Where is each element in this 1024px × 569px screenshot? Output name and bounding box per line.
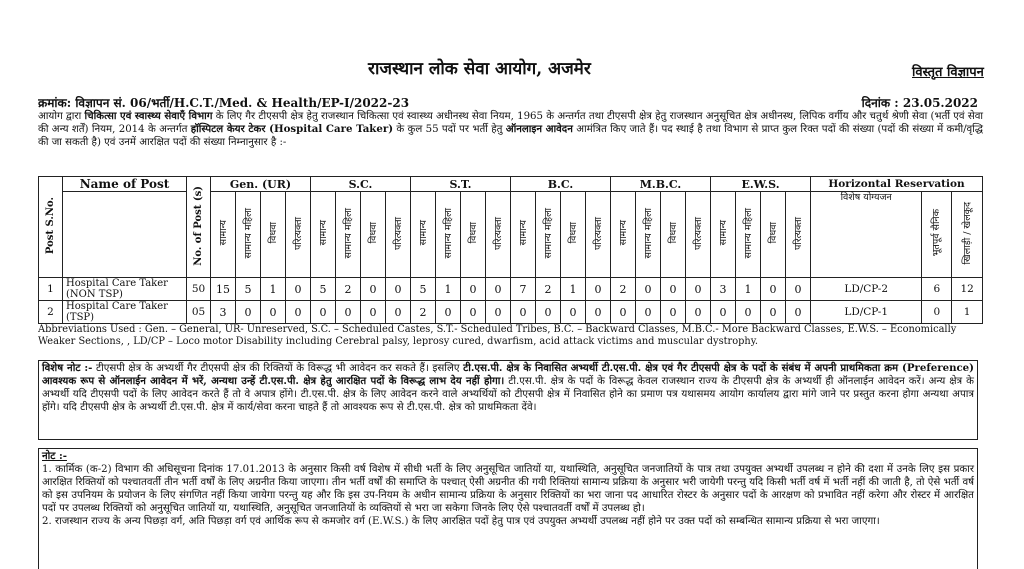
subcolumn-header: परित्यक्ता bbox=[392, 216, 404, 250]
reference-code: H.C.T./Med. & Health/EP-I/2022-23 bbox=[173, 96, 410, 110]
row-category-value: 2 bbox=[336, 278, 361, 301]
reference-label: क्रमांक: विज्ञापन सं. 06/भर्ती/ bbox=[38, 96, 174, 110]
subcolumn-header: परित्यक्ता bbox=[492, 216, 504, 250]
department-name: चिकित्सा एवं स्वास्थ्य सेवाएँ विभाग bbox=[84, 110, 213, 122]
row-category-value: 0 bbox=[661, 301, 686, 324]
row-total-posts: 05 bbox=[187, 301, 211, 324]
row-category-value: 0 bbox=[586, 301, 611, 324]
row-sportspersons: 12 bbox=[952, 278, 983, 301]
subcolumn-header: सामान्य महिला bbox=[542, 207, 554, 259]
subcolumn-header: सामान्य bbox=[217, 220, 229, 246]
row-category-value: 0 bbox=[486, 278, 511, 301]
row-category-value: 7 bbox=[511, 278, 536, 301]
subcolumn-header: सामान्य bbox=[717, 220, 729, 246]
row-category-value: 0 bbox=[711, 301, 736, 324]
note-item: 2. राजस्थान राज्य के अन्य पिछड़ा वर्ग, अति पिछड़ा वर्ग एवं आर्थिक रूप से कमजोर वर्ग (E.W.S.) के लिए आरक्षित पदों हेतु पात्र एवं उपयुक्त अभ्यर्थी उपलब्ध नहीं होने पर उक्त पदों को सम्बन्धित सामान्य प्रक्रिया से भरा जाएगा। bbox=[42, 516, 880, 527]
row-category-value: 0 bbox=[311, 301, 336, 324]
subcolumn-header: विधवा bbox=[267, 222, 279, 244]
row-category-value: 0 bbox=[361, 278, 386, 301]
header-sportspersons: खिलाड़ी / खेलकूद bbox=[961, 201, 973, 265]
row-category-value: 0 bbox=[736, 301, 761, 324]
document-type-tag: विस्तृत विज्ञापन bbox=[912, 65, 984, 80]
subcolumn-header: परित्यक्ता bbox=[292, 216, 304, 250]
subcolumn-header: सामान्य bbox=[617, 220, 629, 246]
row-post-name: Hospital Care Taker (NON TSP) bbox=[63, 278, 187, 301]
vacancy-table bbox=[38, 176, 983, 324]
row-category-value: 0 bbox=[761, 301, 786, 324]
row-category-value: 3 bbox=[711, 278, 736, 301]
row-ld-cp: LD/CP-2 bbox=[811, 278, 922, 301]
subcolumn-header: परित्यक्ता bbox=[792, 216, 804, 250]
header-category: B.C. bbox=[511, 177, 611, 192]
row-category-value: 0 bbox=[561, 301, 586, 324]
row-category-value: 0 bbox=[336, 301, 361, 324]
subcolumn-header: सामान्य bbox=[517, 220, 529, 246]
special-note-box: विशेष नोट :- टीएसपी क्षेत्र के अभ्यर्थी गैर टीएसपी क्षेत्र की रिक्तियों के विरूद्ध भी आवेदन कर सकते हैं। इसलिए टी.एस.पी. क्षेत्र के निवासित अभ्यर्थी टी.एस.पी. क्षेत्र एवं गैर टीएसपी क्षेत्र के पदों के संबंध में अपनी प्राथमिकता क्रम (Preference) आवश्यक रूप से ऑनलाईन आवेदन में भरें, अन्यथा उन्हें टी.एस.पी. क्षेत्र हेतु आरक्षित पदों के विरूद्ध लाभ देय नहीं होगा। टी.एस.पी. क्षेत्र के पदों के विरूद्ध केवल राजस्थान राज्य के टीएसपी क्षेत्र के अभ्यर्थी ही ऑनलाईन आवेदन करें। अन्य क्षेत्र के अभ्यर्थी यदि टीएसपी पदों के लिए आवेदन करते हैं तो वे अपात्र होंगे। टी.एस.पी. क्षेत्र के लिए आवेदन करने वाले अभ्यर्थियों को टीएसपी क्षेत्र में निवासित होने का प्रमाण पत्र यथासमय आयोग कार्यालय द्वारा मांगे जाने पर प्रस्तुत करना होगा अन्यथा अपात्र होंगे। यदि टीएसपी क्षेत्र के अभ्यर्थी टी.एस.पी. क्षेत्र में कार्य/सेवा करना चाहते हैं तो आवश्यक रूप से टी.एस.पी. क्षेत्र को प्राथमिकता देंवे। bbox=[38, 360, 978, 440]
row-category-value: 0 bbox=[461, 301, 486, 324]
row-category-value: 0 bbox=[436, 301, 461, 324]
header-category: M.B.C. bbox=[611, 177, 711, 192]
row-category-value: 0 bbox=[261, 301, 286, 324]
row-post-name: Hospital Care Taker (TSP) bbox=[63, 301, 187, 324]
advertisement-document bbox=[38, 0, 988, 569]
subcolumn-header: सामान्य महिला bbox=[642, 207, 654, 259]
row-category-value: 0 bbox=[361, 301, 386, 324]
row-category-value: 0 bbox=[786, 301, 811, 324]
abbreviations-note: Abbreviations Used : Gen. – General, UR- Unreserved, S.C. – Scheduled Castes, S.T.- Scheduled Tribes, B.C. – Backward Classes, M.B.C.- More Backward Classes, E.W.S. – Economically Weaker Sections, , LD/CP – Loco motor Disability including Cerebral palsy, leprosy cured, dwarfism, acid attack victims and muscular dystrophy. bbox=[38, 324, 957, 347]
notes-label: नोट :- bbox=[42, 450, 67, 462]
row-category-value: 15 bbox=[211, 278, 236, 301]
note-item: 1. कार्मिक (क-2) विभाग की अधिसूचना दिनांक 17.01.2013 के अनुसार किसी वर्ष विशेष में सीधी भर्ती के लिए अनुसूचित जातियों या, यथास्थिति, अनुसूचित जनजातियों के पात्र तथा उपयुक्त अभ्यर्थी उपलब्ध न होने की दशा में उनके लिए इस प्रकार आरक्षित रिक्तियों को पश्चातवर्ती तीन भर्ती वर्षों के लिए अग्रनीत किया जाएगा। तीन भर्ती वर्षों की समाप्ति के पश्चात् ऐसी अग्रनीत की गयी रिक्तियां सामान्य प्रक्रिया के अनुसार भरी जायेगी परन्तु यदि किसी भर्ती वर्ष में भर्ती नहीं की जाती है, तो ऐसे भर्ती वर्ष को इस उपनियम के प्रयोजन के लिए संगणित नहीं किया जायेगा परन्तु यह और कि इस उप-नियम के अधीन सामान्य प्रक्रिया के अनुसार रिक्तियों का भरा जाना पद आधारित रोस्टर के अनुसार पदों के आरक्षण को प्रभावित नहीं करेगा और रोस्टर में आरक्षित पदों पर उपलब्ध रिक्तियों को अनुसूचित जातियों या, यथास्थिति, अनुसूचित जनजातियों के व्यक्तियों से भरा जा सकेगा जिनके लिए ऐसे पश्चातवर्ती वर्षों में उपलब्ध हो। bbox=[42, 464, 974, 514]
header-category: S.T. bbox=[411, 177, 511, 192]
subcolumn-header: सामान्य महिला bbox=[342, 207, 354, 259]
header-special-abled: विशेष योग्यजन bbox=[811, 192, 922, 278]
reference-line bbox=[38, 94, 978, 111]
row-category-value: 0 bbox=[786, 278, 811, 301]
subcolumn-header: विधवा bbox=[467, 222, 479, 244]
notes-box bbox=[38, 448, 978, 569]
row-category-value: 0 bbox=[386, 278, 411, 301]
subcolumn-header: परित्यक्ता bbox=[692, 216, 704, 250]
row-category-value: 0 bbox=[586, 278, 611, 301]
subcolumn-header: सामान्य महिला bbox=[442, 207, 454, 259]
row-category-value: 5 bbox=[236, 278, 261, 301]
row-category-value: 0 bbox=[486, 301, 511, 324]
subcolumn-header: सामान्य महिला bbox=[742, 207, 754, 259]
row-category-value: 1 bbox=[261, 278, 286, 301]
row-sno: 1 bbox=[39, 278, 63, 301]
row-category-value: 0 bbox=[686, 301, 711, 324]
online-application: ऑनलाइन आवेदन bbox=[505, 123, 573, 135]
row-sportspersons: 1 bbox=[952, 301, 983, 324]
row-ex-servicemen: 6 bbox=[922, 278, 952, 301]
header-ex-servicemen: भूतपूर्व सैनिक bbox=[931, 209, 943, 257]
row-category-value: 0 bbox=[286, 278, 311, 301]
subcolumn-header: सामान्य bbox=[317, 220, 329, 246]
special-note-label: विशेष नोट :- bbox=[42, 362, 93, 374]
row-ex-servicemen: 0 bbox=[922, 301, 952, 324]
row-category-value: 1 bbox=[736, 278, 761, 301]
subcolumn-header: सामान्य महिला bbox=[242, 207, 254, 259]
header-horizontal-reservation: Horizontal Reservation bbox=[811, 177, 983, 192]
row-category-value: 1 bbox=[436, 278, 461, 301]
row-category-value: 2 bbox=[611, 278, 636, 301]
row-category-value: 0 bbox=[661, 278, 686, 301]
subcolumn-header: विधवा bbox=[667, 222, 679, 244]
header-post-sno: Post S.No. bbox=[45, 196, 56, 255]
subcolumn-header: परित्यक्ता bbox=[592, 216, 604, 250]
intro-paragraph: आयोग द्वारा चिकित्सा एवं स्वास्थ्य सेवाएँ विभाग के लिए गैर टीएसपी क्षेत्र हेतु राजस्थान चिकित्सा एवं स्वास्थ्य अधीनस्थ सेवा नियम, 1965 के अन्तर्गत तथा टीएसपी क्षेत्र हेतु राजस्थान अनुसूचित क्षेत्र अधीनस्थ, लिपिक वर्गीय और चतुर्थ श्रेणी सेवा (भर्ती एवं सेवा की अन्य शर्तें) नियम, 2014 के अन्तर्गत हॉस्पिटल केयर टेकर (Hospital Care Taker) के कुल 55 पदों पर भर्ती हेतु ऑनलाइन आवेदन आमंत्रित किए जाते हैं। पद स्थाई है तथा विभाग से प्राप्त कुल रिक्त पदों की संख्या (पदों की संख्या में कमी/वृद्धि की जा सकती है) एवं उनमें आरक्षित पदों की संख्या निम्नानुसार है :- bbox=[38, 110, 984, 148]
header-category: E.W.S. bbox=[711, 177, 811, 192]
subcolumn-header: विधवा bbox=[767, 222, 779, 244]
header-category: Gen. (UR) bbox=[211, 177, 311, 192]
header-no-of-posts: No. of Post (s) bbox=[193, 185, 204, 266]
row-category-value: 2 bbox=[411, 301, 436, 324]
row-category-value: 0 bbox=[761, 278, 786, 301]
table-row bbox=[39, 278, 983, 301]
row-category-value: 0 bbox=[286, 301, 311, 324]
page-title: राजस्थान लोक सेवा आयोग, अजमेर bbox=[368, 59, 591, 79]
row-category-value: 0 bbox=[236, 301, 261, 324]
post-name: हॉस्पिटल केयर टेकर (Hospital Care Taker) bbox=[190, 123, 394, 135]
row-sno: 2 bbox=[39, 301, 63, 324]
row-category-value: 0 bbox=[636, 301, 661, 324]
table-row bbox=[39, 301, 983, 324]
subcolumn-header: विधवा bbox=[367, 222, 379, 244]
row-category-value: 0 bbox=[611, 301, 636, 324]
row-ld-cp: LD/CP-1 bbox=[811, 301, 922, 324]
row-category-value: 0 bbox=[636, 278, 661, 301]
row-category-value: 0 bbox=[511, 301, 536, 324]
row-category-value: 5 bbox=[311, 278, 336, 301]
row-category-value: 0 bbox=[536, 301, 561, 324]
row-category-value: 0 bbox=[386, 301, 411, 324]
row-category-value: 0 bbox=[461, 278, 486, 301]
subcolumn-header: विधवा bbox=[567, 222, 579, 244]
subcolumn-header: सामान्य bbox=[417, 220, 429, 246]
row-category-value: 0 bbox=[686, 278, 711, 301]
row-total-posts: 50 bbox=[187, 278, 211, 301]
row-category-value: 2 bbox=[536, 278, 561, 301]
advertisement-date: दिनांक : 23.05.2022 bbox=[861, 96, 978, 110]
row-category-value: 1 bbox=[561, 278, 586, 301]
header-category: S.C. bbox=[311, 177, 411, 192]
header-name-of-post: Name of Post bbox=[79, 177, 170, 191]
row-category-value: 3 bbox=[211, 301, 236, 324]
row-category-value: 5 bbox=[411, 278, 436, 301]
